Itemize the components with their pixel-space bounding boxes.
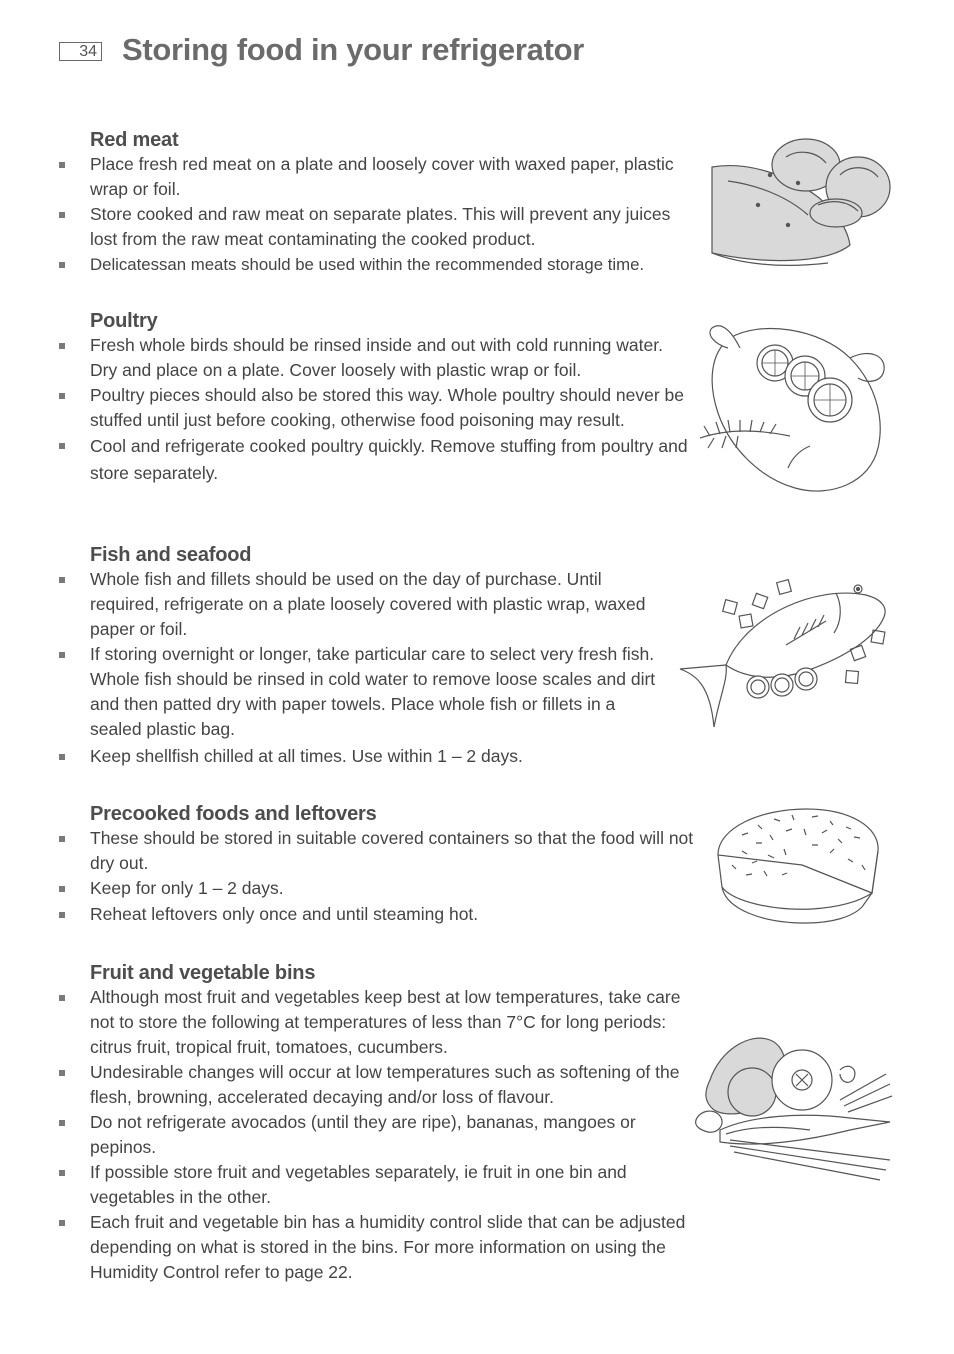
list-item: Keep for only 1 – 2 days. (90, 876, 695, 901)
fish-icon (676, 575, 891, 735)
list-item: Cool and refrigerate cooked poultry quickly. Remove stuffing from poultry and store separately. (90, 433, 695, 487)
page-number: 34 (59, 42, 102, 61)
section-heading: Fish and seafood (90, 544, 252, 566)
list-item: If possible store fruit and vegetables separately, ie fruit in one bin and vegetables in the other. (90, 1160, 680, 1210)
list-item: These should be stored in suitable covered containers so that the food will not dry out. (90, 826, 695, 876)
list-item: Each fruit and vegetable bin has a humidity control slide that can be adjusted depending on what is stored in the bins. For more information on using the Humidity Control refer to page 22. (90, 1210, 695, 1285)
list-item: Delicatessan meats should be used within the recommended storage time. (90, 252, 695, 277)
list-item: Place fresh red meat on a plate and loosely cover with waxed paper, plastic wrap or foil. (90, 152, 695, 202)
list-item: Poultry pieces should also be stored this way. Whole poultry should never be stuffed until just before cooking, otherwise food poisoning may result. (90, 383, 695, 433)
raw-meat-icon (708, 135, 898, 270)
vegetables-icon (690, 1030, 895, 1185)
section-heading: Precooked foods and leftovers (90, 803, 377, 825)
list-item: If storing overnight or longer, take particular care to select very fresh fish. Whole fish should be rinsed in cold water to remove loose scales and dirt and then patted dry with paper towels. Place whole fish or fillets in a sealed plastic bag. (90, 642, 670, 742)
section-heading: Red meat (90, 129, 179, 151)
section-heading: Fruit and vegetable bins (90, 962, 316, 984)
list-item: Although most fruit and vegetables keep best at low temperatures, take care not to store the following at temperatures of less than 7°C for long periods: citrus fruit, tropical fruit, tomatoes, cucumbers. (90, 985, 695, 1060)
section-heading: Poultry (90, 310, 158, 332)
page-title: Storing food in your refrigerator (122, 32, 585, 67)
list-item: Store cooked and raw meat on separate plates. This will prevent any juices lost from the raw meat contaminating the cooked product. (90, 202, 695, 252)
quiche-icon (712, 805, 882, 930)
list-item: Reheat leftovers only once and until steaming hot. (90, 902, 695, 927)
list-item: Fresh whole birds should be rinsed inside and out with cold running water. Dry and place on a plate. Cover loosely with plastic wrap or foil. (90, 333, 695, 383)
list-item: Keep shellfish chilled at all times. Use within 1 – 2 days. (90, 744, 695, 769)
list-item: Do not refrigerate avocados (until they are ripe), bananas, mangoes or pepinos. (90, 1110, 660, 1160)
list-item: Undesirable changes will occur at low temperatures such as softening of the flesh, browning, accelerated decaying and/or loss of flavour. (90, 1060, 680, 1110)
chicken-icon (700, 318, 890, 498)
list-item: Whole fish and fillets should be used on the day of purchase. Until required, refrigerate on a plate loosely covered with plastic wrap, waxed paper or foil. (90, 567, 650, 642)
